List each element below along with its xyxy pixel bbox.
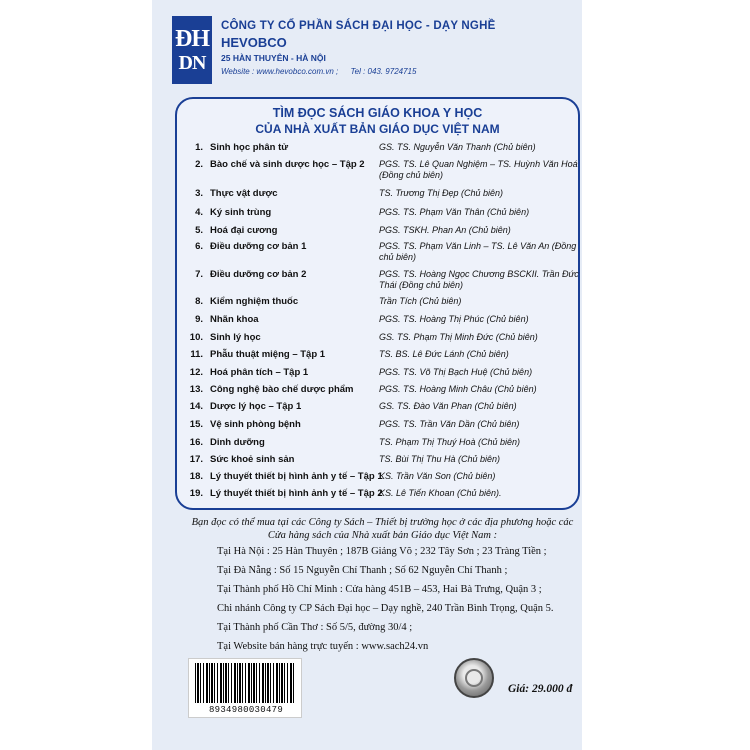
book-number: 16. <box>189 437 203 448</box>
publisher-website: Website : www.hevobco.com.vn ; <box>221 67 339 76</box>
publisher-contact <box>221 67 426 76</box>
book-title: Dược lý học – Tập 1 <box>210 401 302 412</box>
price-label: Giá: 29.000 đ <box>508 683 573 695</box>
book-number: 14. <box>189 401 203 412</box>
book-author: GS. TS. Nguyễn Văn Thanh (Chủ biên) <box>379 142 536 152</box>
book-number: 7. <box>195 269 203 280</box>
publisher-tel: Tel : 043. 9724715 <box>350 67 417 76</box>
book-number: 19. <box>189 488 203 499</box>
sales-location: Tại Đà Nẵng : Số 15 Nguyễn Chí Thanh ; Số 62 Nguyễn Chí Thanh ; <box>217 565 508 576</box>
publisher-logo <box>172 16 212 84</box>
book-title: Hoá phân tích – Tập 1 <box>210 367 309 378</box>
book-title: Công nghệ bào chế dược phẩm <box>210 384 354 395</box>
sales-location: Tại Thành phố Cần Thơ : Số 5/5, đường 30/4 ; <box>217 622 413 633</box>
book-number: 4. <box>195 207 203 218</box>
book-author: TS. BS. Lê Đức Lánh (Chủ biên) <box>379 349 509 359</box>
book-author: KS. Trần Văn Son (Chủ biên) <box>379 471 496 481</box>
book-title: Điều dưỡng cơ bản 1 <box>210 241 307 252</box>
sales-location: Tại Thành phố Hồ Chí Minh : Cửa hàng 451B – 453, Hai Bà Trưng, Quận 3 ; <box>217 584 542 595</box>
list-title: TÌM ĐỌC SÁCH GIÁO KHOA Y HỌC <box>272 106 483 120</box>
book-title: Kiểm nghiệm thuốc <box>210 296 299 307</box>
book-number: 6. <box>195 241 203 252</box>
book-author: TS. Trương Thị Đẹp (Chủ biên) <box>379 188 504 198</box>
book-author: GS. TS. Phạm Thị Minh Đức (Chủ biên) <box>379 332 538 342</box>
book-author: PGS. TS. Võ Thị Bạch Huệ (Chủ biên) <box>379 367 533 377</box>
book-title: Sinh lý học <box>210 332 261 343</box>
publisher-name: CÔNG TY CỔ PHẦN SÁCH ĐẠI HỌC - DẠY NGHỀ <box>221 20 496 32</box>
book-author: Trần Tích (Chủ biên) <box>379 296 462 306</box>
book-number: 12. <box>189 367 203 378</box>
hologram-seal <box>454 658 494 698</box>
book-number: 10. <box>189 332 203 343</box>
barcode-bars <box>195 663 295 703</box>
book-author: PGS. TS. Phạm Văn Linh – TS. Lê Văn An (Đồng chủ biên) <box>379 241 577 262</box>
sales-location: Tại Website bán hàng trực tuyến : www.sach24.vn <box>217 641 429 652</box>
book-number: 15. <box>189 419 203 430</box>
book-title: Thực vật dược <box>210 188 278 199</box>
book-author: KS. Lê Tiến Khoan (Chủ biên). <box>379 488 502 498</box>
book-title: Lý thuyết thiết bị hình ảnh y tế – Tập 1 <box>210 471 383 482</box>
book-title: Lý thuyết thiết bị hình ảnh y tế – Tập 2 <box>210 488 383 499</box>
logo-row-top: ĐH <box>175 26 209 52</box>
book-title: Hoá đại cương <box>210 225 278 236</box>
book-title: Sức khoẻ sinh sản <box>210 454 295 465</box>
book-author: TS. Phạm Thị Thuý Hoà (Chủ biên) <box>379 437 521 447</box>
book-number: 13. <box>189 384 203 395</box>
logo-row-bottom: DN <box>178 52 206 74</box>
book-author: PGS. TSKH. Phan An (Chủ biên) <box>379 225 511 235</box>
book-author: PGS. TS. Hoàng Ngọc Chương BSCKII. Trần Đức Thái (Đồng chủ biên) <box>379 269 579 290</box>
book-title: Dinh dưỡng <box>210 437 265 448</box>
barcode <box>188 658 302 718</box>
book-title: Vệ sinh phòng bệnh <box>210 419 301 430</box>
book-author: GS. TS. Đào Văn Phan (Chủ biên) <box>379 401 517 411</box>
book-number: 8. <box>195 296 203 307</box>
book-number: 17. <box>189 454 203 465</box>
list-subtitle: CỦA NHÀ XUẤT BẢN GIÁO DỤC VIỆT NAM <box>255 122 500 136</box>
barcode-number: 8934980030479 <box>208 705 284 715</box>
book-title: Ký sinh trùng <box>210 207 272 218</box>
publisher-brand: HEVOBCO <box>221 35 287 50</box>
sales-location: Chi nhánh Công ty CP Sách Đại học – Dạy nghề, 240 Trần Bình Trọng, Quận 5. <box>217 603 554 614</box>
book-author: PGS. TS. Hoàng Minh Châu (Chủ biên) <box>379 384 537 394</box>
book-list-box <box>175 97 580 510</box>
book-title: Phẫu thuật miệng – Tập 1 <box>210 349 326 360</box>
book-title: Điều dưỡng cơ bản 2 <box>210 269 307 280</box>
book-author: PGS. TS. Trần Văn Dần (Chủ biên) <box>379 419 520 429</box>
sales-intro: Bạn đọc có thể mua tại các Công ty Sách – Thiết bị trường học ở các địa phương hoặc các Cửa hàng sách của Nhà xuất bản Giáo dục Việt Nam : <box>191 517 574 541</box>
book-author: PGS. TS. Phạm Văn Thân (Chủ biên) <box>379 207 530 217</box>
book-number: 11. <box>190 349 203 360</box>
publisher-address: 25 HÀN THUYÊN - HÀ NỘI <box>221 53 326 63</box>
book-number: 9. <box>195 314 203 325</box>
book-author: TS. Bùi Thị Thu Hà (Chủ biên) <box>379 454 501 464</box>
book-title: Nhãn khoa <box>210 314 259 325</box>
book-number: 1. <box>195 142 203 153</box>
book-number: 5. <box>195 225 203 236</box>
sales-info <box>190 516 575 542</box>
book-number: 3. <box>195 188 203 199</box>
book-title: Bào chế và sinh dược học – Tập 2 <box>210 159 365 170</box>
book-author: PGS. TS. Hoàng Thị Phúc (Chủ biên) <box>379 314 529 324</box>
book-number: 18. <box>189 471 203 482</box>
book-author: PGS. TS. Lê Quan Nghiệm – TS. Huỳnh Văn Hoá (Đồng chủ biên) <box>379 159 578 180</box>
sales-location: Tại Hà Nội : 25 Hàn Thuyên ; 187B Giảng Võ ; 232 Tây Sơn ; 23 Tràng Tiền ; <box>217 546 547 557</box>
book-number: 2. <box>195 159 203 170</box>
book-title: Sinh học phân tử <box>210 142 289 153</box>
